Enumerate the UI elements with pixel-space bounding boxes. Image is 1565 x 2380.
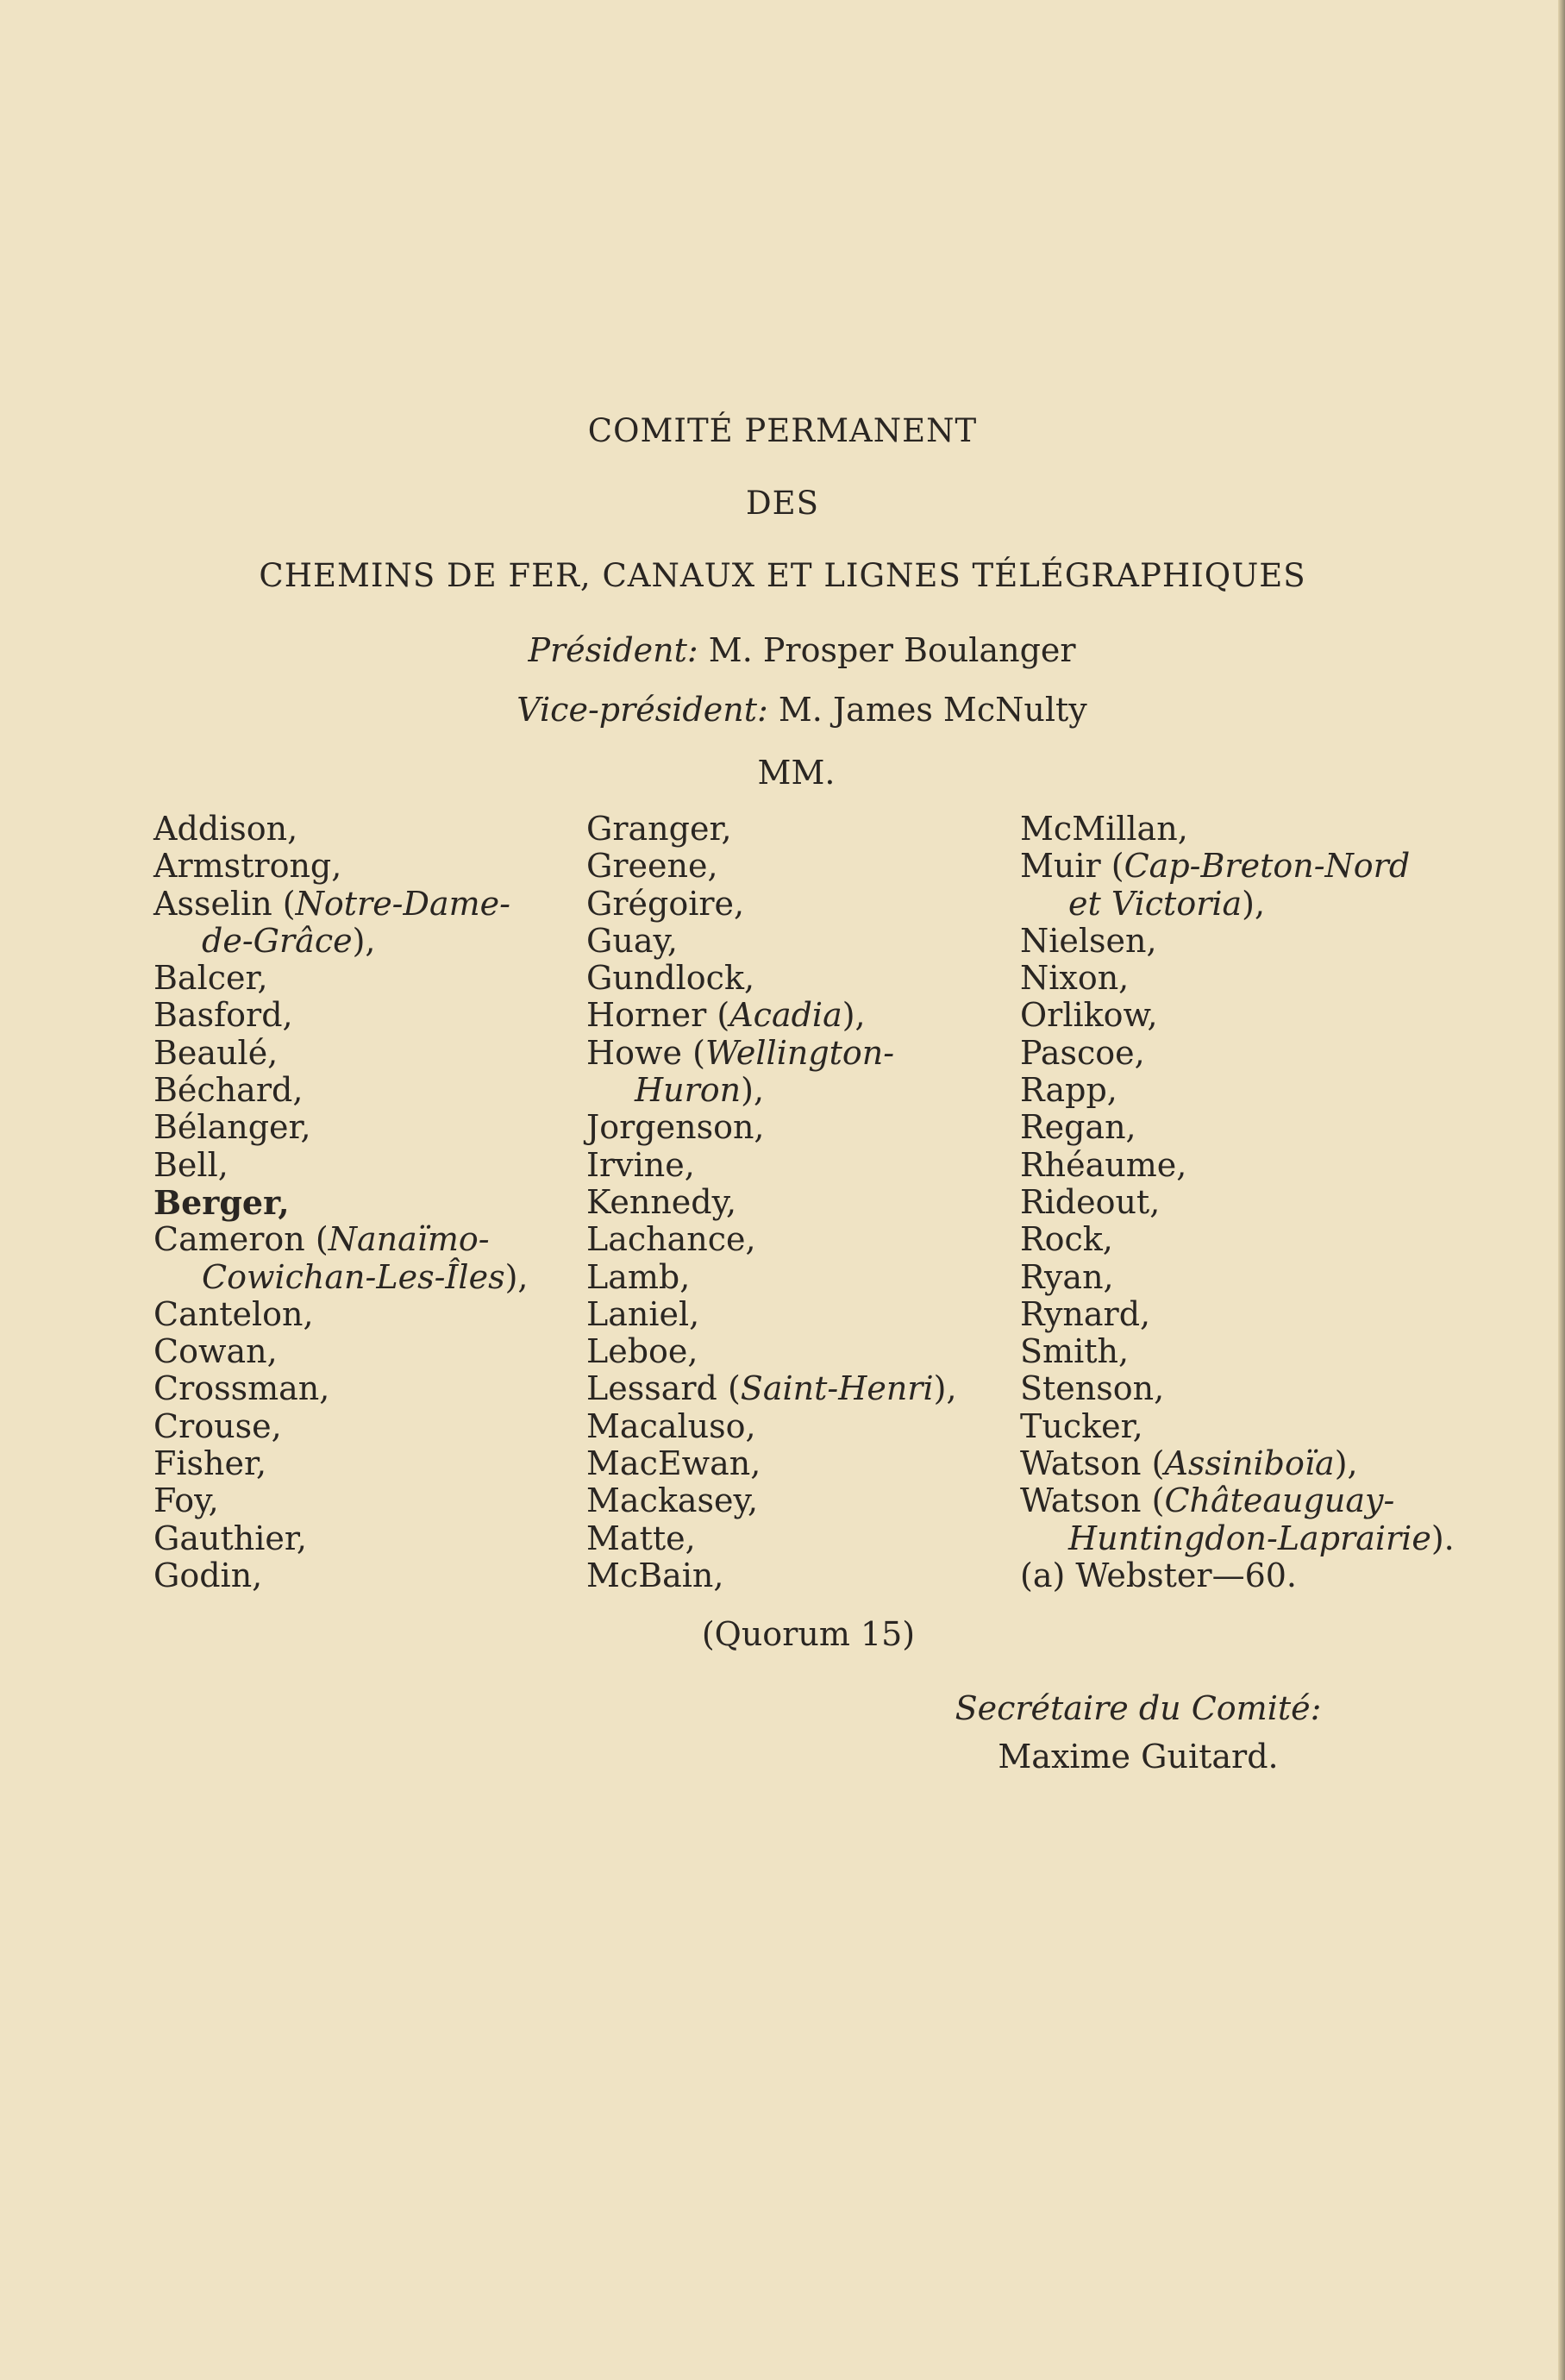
member-entry	[586, 1296, 957, 1333]
member-entry	[586, 1445, 957, 1482]
member-entry	[153, 1445, 528, 1482]
member-name: Rideout,	[1020, 1182, 1161, 1221]
vice-president-line	[0, 691, 1565, 729]
member-name: Crouse,	[153, 1406, 282, 1445]
member-name: Laniel,	[586, 1294, 700, 1333]
member-entry	[153, 1035, 528, 1072]
member-name: Lamb,	[586, 1257, 691, 1296]
member-entry	[153, 1296, 528, 1333]
page-edge	[1558, 0, 1565, 2380]
member-entry	[1020, 997, 1455, 1034]
member-name: Cantelon,	[153, 1294, 314, 1333]
member-name: Beaulé,	[153, 1033, 279, 1072]
member-riding: Assiniboïa	[1164, 1444, 1335, 1483]
secretary-label: Secrétaire du Comité:	[955, 1689, 1322, 1727]
member-name: Leboe,	[586, 1332, 698, 1371]
member-punctuation: ).	[1430, 1519, 1455, 1557]
member-name: Tucker,	[1020, 1406, 1143, 1445]
member-riding: Châteauguay-	[1164, 1481, 1395, 1520]
member-name: Basford,	[153, 996, 293, 1035]
member-name: Pascoe,	[1020, 1033, 1145, 1072]
member-name: Balcer,	[153, 959, 268, 998]
member-punctuation: ),	[352, 921, 376, 960]
committee-subject: CHEMINS DE FER, CANAUX ET LIGNES TÉLÉGRAPHIQUES	[259, 557, 1306, 594]
member-riding: Huntingdon-Laprairie	[1068, 1519, 1431, 1557]
member-entry	[1020, 1259, 1455, 1296]
member-entry	[153, 1072, 528, 1109]
member-entry	[586, 1221, 957, 1258]
member-name: Smith,	[1020, 1332, 1130, 1371]
member-name: Fisher,	[153, 1444, 267, 1483]
member-entry	[586, 848, 957, 885]
member-name: Muir (	[1020, 847, 1124, 886]
member-entry	[586, 1072, 957, 1109]
member-name: Rock,	[1020, 1220, 1113, 1259]
member-entry	[586, 923, 957, 960]
member-name: Armstrong,	[153, 847, 342, 886]
member-entry	[586, 1520, 957, 1557]
member-name: Watson (	[1020, 1444, 1165, 1483]
committee-title-des: DES	[745, 485, 820, 522]
member-entry	[153, 1520, 528, 1557]
member-entry	[153, 848, 528, 885]
member-name: (a) Webster—60.	[1020, 1556, 1298, 1594]
member-entry	[1020, 811, 1455, 848]
member-name: McMillan,	[1020, 810, 1188, 848]
member-name: Lachance,	[586, 1220, 756, 1259]
member-name: Rapp,	[1020, 1071, 1117, 1110]
member-name: Rhéaume,	[1020, 1145, 1187, 1184]
president-name: M. Prosper Boulanger	[708, 631, 1076, 669]
member-name: Macaluso,	[586, 1406, 756, 1445]
member-entry	[153, 997, 528, 1034]
member-riding: Wellington-	[704, 1033, 895, 1072]
president-line	[0, 631, 1565, 669]
member-entry	[153, 1259, 528, 1296]
member-name: Watson (	[1020, 1481, 1165, 1520]
member-entry	[1020, 848, 1455, 885]
member-riding: Saint-Henri	[740, 1369, 934, 1408]
member-entry	[1020, 1408, 1455, 1445]
member-name: Regan,	[1020, 1108, 1136, 1147]
member-entry	[153, 1557, 528, 1594]
member-name: Addison,	[153, 810, 298, 848]
member-entry	[586, 960, 957, 997]
member-entry	[1020, 1520, 1455, 1557]
member-name: Rynard,	[1020, 1294, 1151, 1333]
member-entry	[153, 886, 528, 923]
member-name: Lessard (	[586, 1369, 741, 1408]
member-name: Granger,	[586, 810, 732, 848]
member-entry	[586, 1482, 957, 1519]
member-name: Cameron (	[153, 1220, 329, 1259]
member-name: Ryan,	[1020, 1257, 1114, 1296]
member-entry	[1020, 1109, 1455, 1146]
member-name: Foy,	[153, 1481, 219, 1520]
member-punctuation: ),	[933, 1369, 957, 1408]
member-entry	[586, 1408, 957, 1445]
members-column-2	[586, 811, 957, 1594]
member-name: Bell,	[153, 1145, 228, 1184]
member-name: Orlikow,	[1020, 996, 1158, 1035]
member-entry	[586, 997, 957, 1034]
quorum: (Quorum 15)	[701, 1615, 916, 1653]
member-riding: de-Grâce	[202, 921, 353, 960]
member-entry	[153, 1147, 528, 1184]
member-entry	[586, 811, 957, 848]
member-riding: Acadia	[729, 996, 842, 1035]
member-entry	[1020, 1072, 1455, 1109]
member-punctuation: ),	[1334, 1444, 1358, 1483]
member-name: Greene,	[586, 847, 718, 886]
member-name: McBain,	[586, 1556, 724, 1594]
member-entry	[586, 1259, 957, 1296]
member-name: Béchard,	[153, 1071, 304, 1110]
members-column-3	[1020, 811, 1455, 1594]
member-name: Nielsen,	[1020, 921, 1157, 960]
vice-president-label: Vice-président:	[516, 691, 768, 729]
president-label: Président:	[528, 631, 698, 669]
member-riding: Nanaïmo-	[328, 1220, 490, 1259]
committee-title: COMITÉ PERMANENT	[587, 412, 978, 449]
member-entry	[1020, 1557, 1455, 1594]
member-entry	[586, 886, 957, 923]
members-label: MM.	[757, 754, 836, 792]
member-punctuation: ),	[741, 1071, 765, 1110]
member-name: Crossman,	[153, 1369, 330, 1408]
member-entry	[153, 1109, 528, 1146]
member-riding: Cowichan-Les-Îles	[202, 1257, 505, 1296]
member-name: Kennedy,	[586, 1182, 737, 1221]
member-riding: et Victoria	[1068, 884, 1243, 923]
member-entry	[153, 1333, 528, 1370]
member-entry	[153, 1221, 528, 1258]
member-name: Irvine,	[586, 1145, 695, 1184]
member-entry	[1020, 1221, 1455, 1258]
member-name: Howe (	[586, 1033, 705, 1072]
member-entry	[1020, 1370, 1455, 1407]
member-entry	[1020, 1445, 1455, 1482]
member-name: Gauthier,	[153, 1519, 307, 1557]
member-entry	[153, 923, 528, 960]
member-punctuation: ),	[1242, 884, 1266, 923]
member-name: Nixon,	[1020, 959, 1130, 998]
member-entry	[1020, 1333, 1455, 1370]
secretary-name: Maxime Guitard.	[998, 1738, 1279, 1776]
member-name: Asselin (	[153, 884, 296, 923]
member-entry	[153, 1482, 528, 1519]
member-entry	[1020, 1482, 1455, 1519]
members-column-1	[153, 811, 528, 1594]
member-entry	[586, 1109, 957, 1146]
member-entry	[586, 1557, 957, 1594]
member-name: Cowan,	[153, 1332, 278, 1371]
member-name: MacEwan,	[586, 1444, 761, 1483]
member-entry	[1020, 1147, 1455, 1184]
member-entry	[586, 1035, 957, 1072]
member-entry	[1020, 923, 1455, 960]
member-name: Horner (	[586, 996, 730, 1035]
member-name: Stenson,	[1020, 1369, 1165, 1408]
member-name: Berger,	[153, 1182, 290, 1222]
member-name: Godin,	[153, 1556, 263, 1594]
member-entry	[1020, 960, 1455, 997]
member-entry	[1020, 886, 1455, 923]
member-riding: Cap-Breton-Nord	[1124, 847, 1411, 886]
member-name: Gundlock,	[586, 959, 755, 998]
member-punctuation: ),	[504, 1257, 529, 1296]
member-name: Grégoire,	[586, 884, 745, 923]
member-name: Mackasey,	[586, 1481, 759, 1520]
member-riding: Notre-Dame-	[295, 884, 510, 923]
member-entry	[586, 1370, 957, 1407]
member-entry	[586, 1147, 957, 1184]
member-entry	[1020, 1035, 1455, 1072]
member-name: Matte,	[586, 1519, 696, 1557]
vice-president-name: M. James McNulty	[778, 691, 1087, 729]
member-entry	[1020, 1296, 1455, 1333]
member-name: Jorgenson,	[586, 1108, 765, 1147]
member-entry	[586, 1333, 957, 1370]
member-entry	[153, 1408, 528, 1445]
member-entry	[1020, 1184, 1455, 1221]
member-entry	[586, 1184, 957, 1221]
member-entry	[153, 1184, 528, 1221]
member-name: Bélanger,	[153, 1108, 311, 1147]
member-riding: Huron	[635, 1071, 742, 1110]
member-punctuation: ),	[842, 996, 866, 1035]
member-entry	[153, 960, 528, 997]
member-entry	[153, 1370, 528, 1407]
member-entry	[153, 811, 528, 848]
member-name: Guay,	[586, 921, 678, 960]
